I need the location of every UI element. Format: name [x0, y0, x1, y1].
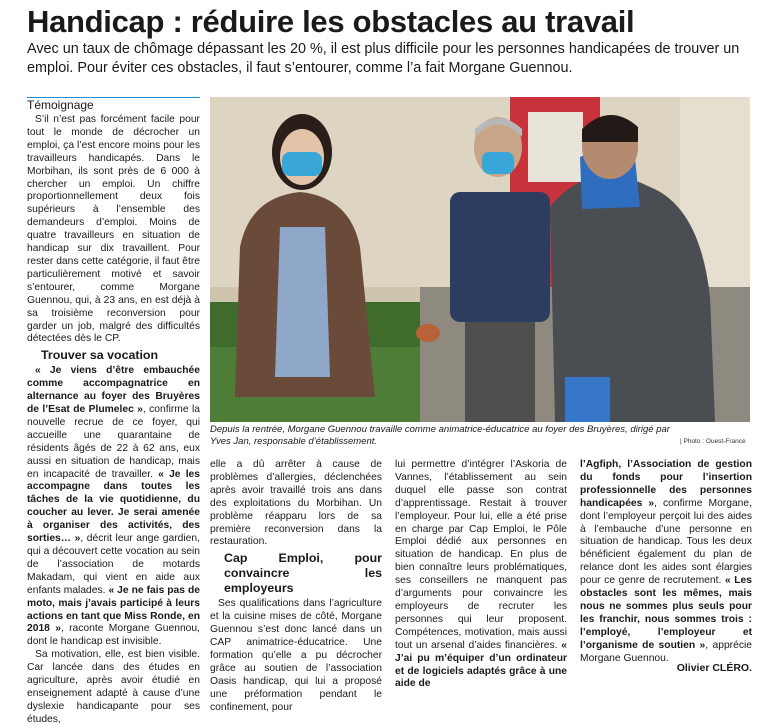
- article-column-3: [395, 459, 567, 690]
- article-column-4: [580, 459, 752, 684]
- quote: « Les obstacles sont les mêmes, mais nous ne sommes plus seuls pour les franchir, nous sommes trois : l’employé, l’employeur et l’organisme de soutien »: [580, 575, 752, 651]
- text-run: , confirme Morgane, dont l’employeur perçoit lui des aides à l’embauche d’une personne en situation de handicap. Tous les deux bénéficient également du plan de relance dont les aides sont élargies pour ce genre de recrutement.: [580, 497, 752, 587]
- text-run: lui permettre d’intégrer l’Askoria de Vannes, l’établissement au sein duquel elle passe son contrat d’apprentissage. Restait à trouver l’employeur. Pour lui, elle a été prise en charge par Cap Emploi, le Pôle Emploi dédié aux personnes en situation de handicap. En plus de bien connaître leurs problématiques, ses conseillers ne manquent pas d’arguments pour convaincre les employeurs de recruter les personnes qui leur proposent. Compétences, motivation, mais aussi tout un arsenal d’aides financières.: [395, 459, 567, 651]
- quote: l’Agfiph, l’Association de gestion du fonds pour l’insertion professionnelle des personnes handicapées »: [580, 459, 752, 509]
- quote: « J’ai pu m’équiper d’un ordinateur et de logiciels adaptés grâce à une aide de: [395, 639, 567, 690]
- article-photo: [210, 97, 750, 422]
- section-tag: Témoignage: [27, 98, 94, 112]
- photo-credit: | Photo : Ouest-France: [680, 438, 746, 445]
- quote: « Je les accompagne dans toutes les tâches de la vie quotidienne, du coucher au lever. Je serai amenée à organiser des activités, des sorties… »: [27, 468, 201, 545]
- article-column-1: [27, 114, 201, 725]
- text-run: , décrit leur ange gardien, qui a découvert cette vocation au sein de l’association de motards Makadam, qui vient en aide aux enfants malades.: [27, 533, 200, 596]
- subheading: Trouver sa vocation: [41, 348, 159, 363]
- paragraph: S’il n’est pas forcément facile pour tout le monde de décrocher un emploi, ça l’est encore moins pour les travailleurs handicapés. Dans le Morbihan, ils sont près de 6 000 à chercher un emploi. Un chiffre proportionnellement deux fois supérieurs à l’ensemble des demandeurs d’emploi. Moins de quatre travailleurs en situation de handicap sur dix travaillent. Pour rester dans cette catégorie, il faut être particulièrement motivé et savoir s’entourer, comme Morgane Guennou, qui, à 23 ans, en est déjà à sa troisième reconversion pour garder un job, malgré des difficultés détectées dès le CP.: [27, 114, 200, 345]
- subheading: Cap Emploi, pour convaincre les employeurs: [224, 551, 382, 596]
- headline: Handicap : réduire les obstacles au travail: [27, 4, 635, 39]
- quote: « Je viens d’être embauchée comme accompagnatrice en alternance au foyer des Bruyères de l’Esat de Plumelec »: [27, 365, 200, 416]
- paragraph: elle a dû arrêter à cause de problèmes d’allergies, déclenchées après avoir travaillé trois ans dans des exploitations du Morbihan. Un problème réapparu lors de sa première reconversion dans la restauration.: [210, 459, 382, 548]
- photo-caption: Depuis la rentrée, Morgane Guennou travaille comme animatrice-éducatrice au foyer des Bruyères, dirigé par Yves Jan, responsable d’établissement.: [210, 424, 670, 447]
- quote: « Je ne fais pas de moto, mais j’avais participé à leurs actions en tant que Miss Ronde, en 2018 »: [27, 584, 200, 635]
- paragraph: [395, 459, 567, 691]
- text-run: , raconte Morgane Guennou, dont le handicap est invisible.: [27, 623, 200, 648]
- author-byline: Olivier CLÉRO.: [676, 662, 752, 674]
- photo-illustration: [210, 97, 750, 422]
- article-column-2: [210, 459, 382, 713]
- text-run: , apprécie Morgane Guennou.: [580, 639, 752, 664]
- paragraph: [580, 459, 752, 666]
- standfirst: Avec un taux de chômage dépassant les 20 %, il est plus difficile pour les personnes handicapées de trouver un emploi. Pour éviter ces obstacles, il faut s’entourer, comme l’a fait Morgane Guennou.: [27, 41, 740, 76]
- paragraph: [27, 365, 200, 649]
- paragraph: Sa motivation, elle, est bien visible. Car lancée dans des études en agriculture, après avoir étudié en enseignement adapté à cause d’une dyslexie handicapante pour ses études,: [27, 649, 200, 725]
- paragraph: Ses qualifications dans l’agriculture et la cuisine mises de côté, Morgane Guennou s’est donc lancé dans un CAP animatrice-éducatrice. Une formation qu’elle a pu décrocher grâce au soutien de l’association Oasis handicap, qui lui a proposé une préformation pendant le confinement, pour: [210, 598, 382, 713]
- text-run: , confirme la nouvelle recrue de ce foyer, qui accueille une quarantaine de résidents âgés de 22 à 62 ans, eux aussi en situation de handicap, mais en incapacité de travailler.: [27, 404, 200, 480]
